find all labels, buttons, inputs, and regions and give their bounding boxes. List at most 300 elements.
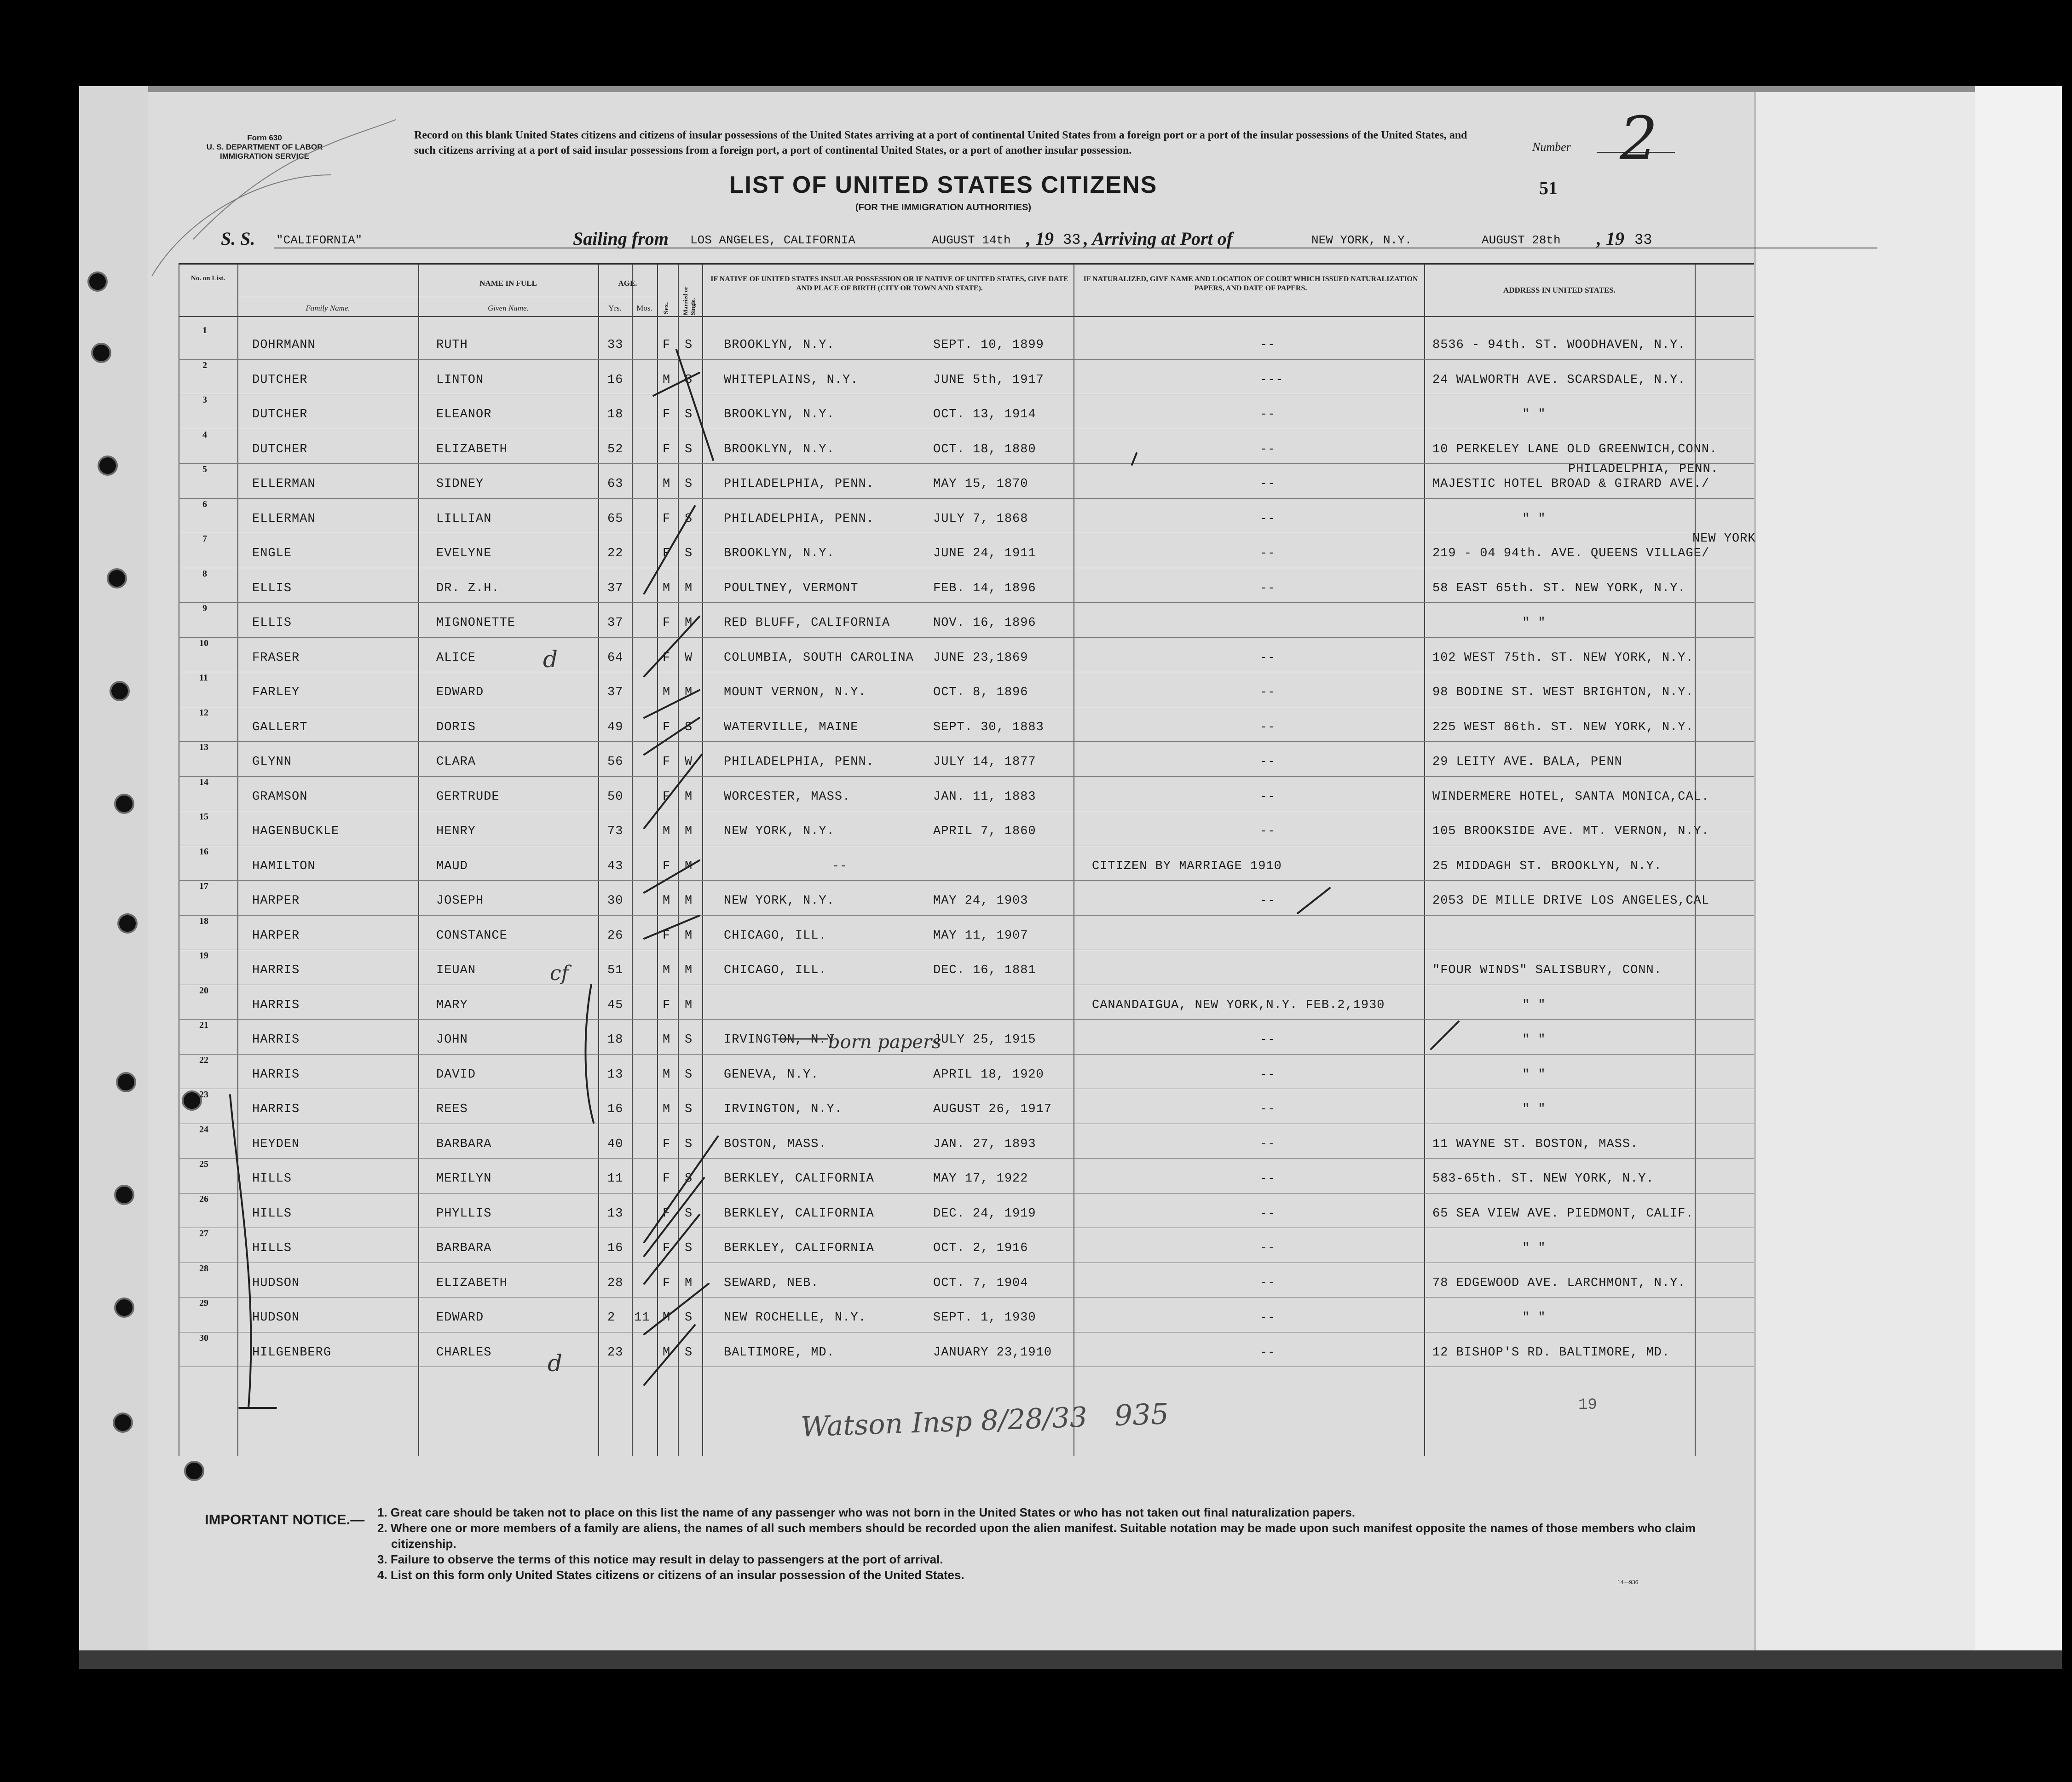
department-name: U. S. DEPARTMENT OF LABOR — [206, 143, 323, 151]
cell-nat: -- — [1260, 581, 1276, 595]
cell-given: CLARA — [436, 755, 476, 769]
cell-no: 2 — [202, 360, 207, 370]
cell-given: MERILYN — [436, 1172, 492, 1186]
cell-ms: S — [685, 1033, 693, 1047]
page-title: LIST OF UNITED STATES CITIZENS — [729, 172, 1158, 198]
cell-sex: F — [663, 1276, 671, 1290]
notice-item: 4. List on this form only United States citizens or citizens of an insular possession of the United States. — [377, 1568, 964, 1582]
cell-ms: M — [685, 894, 693, 908]
cell-place: BERKLEY, CALIFORNIA — [724, 1172, 874, 1186]
cell-addr: " " — [1522, 616, 1546, 630]
cell-family: DUTCHER — [252, 373, 308, 387]
cell-family: ENGLE — [252, 547, 292, 560]
cell-sex: M — [663, 1033, 671, 1047]
cell-place: BERKLEY, CALIFORNIA — [724, 1206, 874, 1221]
cell-given: DR. Z.H. — [436, 581, 500, 595]
cell-yrs: 40 — [607, 1137, 623, 1151]
cell-nat: -- — [1260, 1206, 1276, 1221]
cell-place: BERKLEY, CALIFORNIA — [724, 1241, 874, 1255]
col-header-address: ADDRESS IN UNITED STATES. — [1503, 286, 1616, 294]
cell-no: 16 — [199, 846, 208, 857]
cell-nat: -- — [1260, 1241, 1276, 1255]
cell-addr: 10 PERKELEY LANE OLD GREENWICH,CONN. — [1432, 442, 1718, 456]
cell-ms: M — [685, 963, 693, 977]
cell-nat: -- — [1260, 408, 1276, 421]
cell-place: BOSTON, MASS. — [724, 1137, 827, 1151]
cell-given: GERTRUDE — [436, 790, 500, 804]
cell-addr: " " — [1522, 512, 1546, 526]
cell-ms: M — [685, 1276, 693, 1290]
handwritten-annotation: cf — [550, 962, 569, 985]
form-number: Form 630 — [247, 133, 282, 142]
cell-place: PHILADELPHIA, PENN. — [724, 755, 874, 769]
cell-ms: S — [685, 373, 693, 387]
cell-addr: 25 MIDDAGH ST. BROOKLYN, N.Y. — [1432, 859, 1662, 873]
bracket-stroke — [1431, 1021, 1459, 1049]
cell-yrs: 11 — [607, 1172, 623, 1186]
cell-nat: -- — [1260, 1033, 1276, 1047]
cell-no: 13 — [199, 742, 208, 752]
cell-family: DOHRMANN — [252, 338, 316, 352]
handwritten-annotation: d — [548, 1350, 563, 1377]
cell-sex: F — [663, 755, 671, 769]
cell-sex: F — [663, 512, 671, 526]
cell-addr: 65 SEA VIEW AVE. PIEDMONT, CALIF. — [1432, 1206, 1694, 1221]
list-number: 2 — [1620, 104, 1658, 173]
cell-place: SEWARD, NEB. — [724, 1276, 819, 1290]
cell-yrs: 43 — [607, 859, 623, 873]
inspection-time: 935 — [1114, 1397, 1170, 1433]
cell-ms: S — [685, 720, 693, 734]
cell-nat: CITIZEN BY MARRIAGE 1910 — [1092, 859, 1282, 873]
cell-sex: F — [663, 616, 671, 630]
check-mark-stroke — [1132, 453, 1137, 465]
notice-item: 1. Great care should be taken not to place on this list the name of any passenger who was not born in the United States or who has not taken out final naturalization papers. — [377, 1505, 1356, 1519]
cell-sex: M — [663, 1345, 671, 1360]
cell-no: 10 — [199, 638, 208, 648]
arrival-port: NEW YORK, N.Y. — [1311, 233, 1412, 247]
cell-no: 11 — [199, 673, 208, 683]
inspector-note: Watson Insp 8/28/33 — [800, 1401, 1088, 1443]
notice-item: 3. Failure to observe the terms of this notice may result in delay to passengers at the port of arrival. — [377, 1552, 943, 1566]
cell-ms: S — [685, 547, 693, 560]
cell-sex: M — [663, 1102, 671, 1116]
cell-addr: 12 BISHOP'S RD. BALTIMORE, MD. — [1432, 1345, 1670, 1360]
cell-ms: S — [685, 1241, 693, 1255]
check-mark-stroke — [644, 1178, 704, 1256]
service-name: IMMIGRATION SERVICE — [220, 152, 309, 161]
cell-given: JOHN — [436, 1033, 468, 1047]
cell-addr-above: PHILADELPHIA, PENN. — [1568, 462, 1719, 476]
cell-yrs: 18 — [607, 408, 623, 421]
cell-addr: 8536 - 94th. ST. WOODHAVEN, N.Y. — [1432, 338, 1686, 352]
cell-yrs: 49 — [607, 720, 623, 734]
bracket-stroke — [230, 1095, 251, 1408]
cell-sex: F — [663, 1241, 671, 1255]
cell-ms: M — [685, 825, 693, 838]
notice-body — [377, 1505, 1712, 1583]
cell-sex: M — [663, 1067, 671, 1082]
cell-ms: M — [685, 790, 693, 804]
cell-yrs: 16 — [607, 1241, 623, 1255]
check-mark-stroke — [644, 1215, 699, 1284]
cell-place: POULTNEY, VERMONT — [724, 581, 859, 595]
cell-ms: S — [685, 1206, 693, 1221]
cell-addr: 225 WEST 86th. ST. NEW YORK, N.Y. — [1432, 720, 1694, 734]
cell-family: HARPER — [252, 928, 300, 943]
cell-ms: W — [685, 651, 693, 665]
cell-ms: S — [685, 1137, 693, 1151]
cell-nat: -- — [1260, 790, 1276, 804]
cell-date: MAY 15, 1870 — [933, 477, 1028, 491]
cell-place: RED BLUFF, CALIFORNIA — [724, 616, 890, 630]
cell-nat: -- — [1260, 512, 1276, 526]
cell-family: DUTCHER — [252, 408, 308, 421]
cell-sex: F — [663, 998, 671, 1012]
cell-sex: F — [663, 1137, 671, 1151]
cell-date: JAN. 27, 1893 — [933, 1137, 1036, 1151]
cell-no: 28 — [199, 1263, 208, 1274]
cell-family: DUTCHER — [252, 442, 308, 456]
cell-yrs: 37 — [607, 616, 623, 630]
cell-no: 22 — [199, 1055, 208, 1065]
cell-place: PHILADELPHIA, PENN. — [724, 512, 874, 526]
cell-addr: 58 EAST 65th. ST. NEW YORK, N.Y. — [1432, 581, 1686, 595]
cell-place: CHICAGO, ILL. — [724, 928, 827, 943]
check-mark-stroke — [676, 350, 713, 460]
cell-nat: -- — [1260, 1172, 1276, 1186]
cell-place: BROOKLYN, N.Y. — [724, 338, 835, 352]
cell-addr: 219 - 04 94th. AVE. QUEENS VILLAGE/ — [1432, 547, 1710, 560]
cell-addr: 29 LEITY AVE. BALA, PENN — [1432, 755, 1622, 769]
cell-sex: M — [663, 477, 671, 491]
cell-nat: -- — [1260, 1311, 1276, 1325]
cell-given: LILLIAN — [436, 512, 492, 526]
cell-family: HILLS — [252, 1206, 292, 1221]
departure-date: AUGUST 14th — [932, 233, 1011, 247]
cell-date: JUNE 23,1869 — [933, 651, 1028, 665]
cell-family: HUDSON — [252, 1276, 300, 1290]
cell-ms: W — [685, 755, 693, 769]
cell-addr: " " — [1522, 1033, 1546, 1047]
cell-nat: -- — [1260, 1067, 1276, 1082]
cell-given: DORIS — [436, 720, 476, 734]
cell-nat: -- — [1260, 720, 1276, 734]
cell-no: 19 — [199, 951, 208, 961]
cell-addr: 2053 DE MILLE DRIVE LOS ANGELES,CAL — [1432, 894, 1710, 908]
cell-date: FEB. 14, 1896 — [933, 581, 1036, 595]
cell-place: PHILADELPHIA, PENN. — [724, 477, 874, 491]
cell-addr: " " — [1522, 1102, 1546, 1116]
cell-nat: -- — [1260, 825, 1276, 838]
arrival-year: 33 — [1634, 231, 1652, 248]
check-mark-stroke — [644, 718, 699, 755]
cell-nat: -- — [1260, 1345, 1276, 1360]
check-mark-stroke — [644, 506, 695, 594]
check-mark-stroke — [644, 860, 699, 893]
cell-place: BROOKLYN, N.Y. — [724, 442, 835, 456]
cell-given: EDWARD — [436, 686, 484, 699]
cell-nat: -- — [1260, 338, 1276, 352]
cell-no: 3 — [202, 395, 207, 405]
number-label: Number — [1532, 140, 1571, 154]
cell-addr: 78 EDGEWOOD AVE. LARCHMONT, N.Y. — [1432, 1276, 1686, 1290]
cell-date: JUNE 5th, 1917 — [933, 373, 1044, 387]
cell-yrs: 18 — [607, 1033, 623, 1047]
col-header-mos: Mos. — [636, 304, 652, 312]
cell-date: MAY 24, 1903 — [933, 894, 1028, 908]
cell-date: OCT. 8, 1896 — [933, 686, 1028, 699]
col-header-sex: Sex. — [663, 302, 670, 314]
page-number: 51 — [1539, 178, 1558, 198]
cell-family: HARRIS — [252, 1033, 300, 1047]
cell-ms: M — [685, 928, 693, 943]
cell-date: AUGUST 26, 1917 — [933, 1102, 1052, 1116]
cell-family: FRASER — [252, 651, 300, 665]
cell-place: WHITEPLAINS, N.Y. — [724, 373, 859, 387]
cell-no: 5 — [202, 464, 207, 474]
cell-place: COLUMBIA, SOUTH CAROLINA — [724, 651, 914, 665]
cell-date: JULY 14, 1877 — [933, 755, 1036, 769]
cell-given: BARBARA — [436, 1241, 492, 1255]
record-instructions: Record on this blank United States citizens and citizens of insular possessions of the United States arriving at a port of continental United States from a foreign port or a port of the insular possessions of the United States, and such citizens arriving at a port of said insular possessions from a foreign port, a port of continental United States, or a port of another insular possession. — [414, 129, 1467, 156]
col-header-married: Married or Single. — [682, 286, 696, 315]
cell-family: HILLS — [252, 1172, 292, 1186]
cell-no: 15 — [199, 812, 208, 822]
cell-addr: WINDERMERE HOTEL, SANTA MONICA,CAL. — [1432, 790, 1710, 804]
cell-place: GENEVA, N.Y. — [724, 1067, 819, 1082]
cell-ms: M — [685, 998, 693, 1012]
cell-yrs: 56 — [607, 755, 623, 769]
cell-yrs: 63 — [607, 477, 623, 491]
cell-given: IEUAN — [436, 963, 476, 977]
check-mark-stroke — [644, 1136, 718, 1242]
cell-ms: M — [685, 859, 693, 873]
cell-no: 21 — [199, 1020, 208, 1030]
cell-given: EVELYNE — [436, 547, 492, 560]
cell-yrs: 52 — [607, 442, 623, 456]
cell-place: NEW YORK, N.Y. — [724, 894, 835, 908]
handwritten-annotation-row20: born papers — [828, 1032, 941, 1053]
departure-year: 33 — [1063, 231, 1081, 248]
cell-family: HILGENBERG — [252, 1345, 332, 1360]
cell-nat: -- — [1260, 755, 1276, 769]
col-header-naturalized: IF NATURALIZED, GIVE NAME AND LOCATION OF COURT WHICH ISSUED NATURALIZATION PAPERS, AND DATE OF PAPERS. — [1083, 275, 1418, 292]
cell-family: GALLERT — [252, 720, 308, 734]
cell-given: ELEANOR — [436, 408, 492, 421]
check-mark-stroke — [644, 1325, 695, 1385]
cell-place: IRVINGTON, N.Y. — [724, 1102, 843, 1116]
cell-nat: -- — [1260, 686, 1276, 699]
cell-sex: F — [663, 408, 671, 421]
cell-sex: F — [663, 720, 671, 734]
cell-yrs: 33 — [607, 338, 623, 352]
cell-addr: " " — [1522, 1067, 1546, 1082]
cell-given: DAVID — [436, 1067, 476, 1082]
cell-family: HARRIS — [252, 963, 300, 977]
cell-yrs: 64 — [607, 651, 623, 665]
cell-given: REES — [436, 1102, 468, 1116]
cell-given: MIGNONETTE — [436, 616, 516, 630]
cell-date: JULY 25, 1915 — [933, 1033, 1036, 1047]
col-header-family-name: Family Name. — [306, 304, 350, 312]
cell-family: HAMILTON — [252, 859, 316, 873]
cell-no: 27 — [199, 1228, 208, 1239]
cell-addr: " " — [1522, 1311, 1546, 1325]
col-header-birth: IF NATIVE OF UNITED STATES INSULAR POSSESSION OR IF NATIVE OF UNITED STATES, GIVE DATE AND PLACE OF BIRTH (CITY OR TOWN AND STATE). — [710, 275, 1068, 292]
cell-family: HAGENBUCKLE — [252, 825, 340, 838]
cell-family: HARRIS — [252, 998, 300, 1012]
cell-place: WATERVILLE, MAINE — [724, 720, 859, 734]
check-mark-stroke — [644, 916, 699, 939]
pencil-stroke — [152, 175, 331, 276]
cell-addr: " " — [1522, 998, 1546, 1012]
cell-ms: S — [685, 442, 693, 456]
bracket-stroke — [586, 985, 594, 1123]
cell-yrs: 13 — [607, 1067, 623, 1082]
cell-given: LINTON — [436, 373, 484, 387]
cell-addr: 102 WEST 75th. ST. NEW YORK, N.Y. — [1432, 651, 1694, 665]
cell-no: 29 — [199, 1298, 208, 1308]
cell-sex: F — [663, 790, 671, 804]
cell-given: ELIZABETH — [436, 442, 508, 456]
cell-nat: CANANDAIGUA, NEW YORK,N.Y. FEB.2,1930 — [1092, 998, 1385, 1012]
cell-family: HARRIS — [252, 1067, 300, 1082]
cell-yrs: 50 — [607, 790, 623, 804]
cell-yrs: 22 — [607, 547, 623, 560]
cell-no: 26 — [199, 1194, 208, 1204]
cell-given: CONSTANCE — [436, 928, 508, 943]
cell-sex: M — [663, 1311, 671, 1325]
arrival-date: AUGUST 28th — [1482, 233, 1561, 247]
cell-sex: M — [663, 373, 671, 387]
cell-sex: F — [663, 928, 671, 943]
cell-ms: S — [685, 477, 693, 491]
cell-family: HEYDEN — [252, 1137, 300, 1151]
cell-yrs: 37 — [607, 686, 623, 699]
cell-place: IRVINGTON, N.Y. — [724, 1033, 843, 1047]
cell-addr: 583-65th. ST. NEW YORK, N.Y. — [1432, 1172, 1654, 1186]
cell-yrs: 51 — [607, 963, 623, 977]
cell-family: ELLIS — [252, 616, 292, 630]
cell-date: DEC. 16, 1881 — [933, 963, 1036, 977]
ss-label: S. S. — [221, 228, 255, 249]
sailing-from-label: Sailing from — [573, 228, 669, 249]
cell-given: MARY — [436, 998, 468, 1012]
cell-date: JAN. 11, 1883 — [933, 790, 1036, 804]
cell-addr: 98 BODINE ST. WEST BRIGHTON, N.Y. — [1432, 686, 1694, 699]
cell-ms: S — [685, 408, 693, 421]
cell-place: NEW ROCHELLE, N.Y. — [724, 1311, 866, 1325]
cell-no: 4 — [202, 429, 207, 440]
cell-no: 1 — [202, 325, 207, 335]
cell-date: JANUARY 23,1910 — [933, 1345, 1052, 1360]
handwritten-annotation: d — [543, 646, 558, 673]
cell-sex: M — [663, 825, 671, 838]
cell-family: GLYNN — [252, 755, 292, 769]
cell-date: APRIL 18, 1920 — [933, 1067, 1044, 1082]
cell-date: NOV. 16, 1896 — [933, 616, 1036, 630]
cell-place: BALTIMORE, MD. — [724, 1345, 835, 1360]
cell-no: 14 — [199, 777, 208, 787]
cell-sex: F — [663, 651, 671, 665]
cell-family: FARLEY — [252, 686, 300, 699]
cell-nat: -- — [1260, 547, 1276, 560]
cell-given: PHYLLIS — [436, 1206, 492, 1221]
sheet-stamp: 19 — [1578, 1396, 1597, 1414]
notice-title: IMPORTANT NOTICE.— — [205, 1511, 365, 1528]
cell-no: 12 — [199, 707, 208, 718]
cell-place: NEW YORK, N.Y. — [724, 825, 835, 838]
check-mark-stroke — [644, 1284, 709, 1334]
ship-name: "CALIFORNIA" — [276, 233, 363, 247]
cell-nat: -- — [1260, 442, 1276, 456]
cell-date: OCT. 2, 1916 — [933, 1241, 1028, 1255]
cell-sex: F — [663, 547, 671, 560]
cell-no: 17 — [199, 881, 208, 891]
cell-nat: -- — [1260, 1102, 1276, 1116]
cell-yrs: 45 — [607, 998, 623, 1012]
arrival-year-prefix: , 19 — [1597, 228, 1624, 249]
cell-place: BROOKLYN, N.Y. — [724, 408, 835, 421]
cell-nat: -- — [1260, 477, 1276, 491]
cell-sex: M — [663, 686, 671, 699]
cell-addr: "FOUR WINDS" SALISBURY, CONN. — [1432, 963, 1662, 977]
cell-given: SIDNEY — [436, 477, 484, 491]
cell-yrs: 65 — [607, 512, 623, 526]
cell-sex: F — [663, 1172, 671, 1186]
cell-sex: M — [663, 581, 671, 595]
cell-date: APRIL 7, 1860 — [933, 825, 1036, 838]
col-header-yrs: Yrs. — [608, 304, 622, 312]
cell-given: RUTH — [436, 338, 468, 352]
cell-nat: --- — [1260, 373, 1284, 387]
cell-yrs: 26 — [607, 928, 623, 943]
cell-yrs: 37 — [607, 581, 623, 595]
cell-ms: S — [685, 1345, 693, 1360]
cell-place: CHICAGO, ILL. — [724, 963, 827, 977]
cell-yrs: 16 — [607, 373, 623, 387]
col-header-given-name: Given Name. — [488, 304, 529, 312]
cell-family: HILLS — [252, 1241, 292, 1255]
cell-family: HUDSON — [252, 1311, 300, 1325]
cell-addr: " " — [1522, 408, 1546, 421]
cell-date: JUNE 24, 1911 — [933, 547, 1036, 560]
cell-addr-above: NEW YORK — [1692, 532, 1756, 546]
pencil-stroke — [193, 120, 396, 239]
cell-ms: S — [685, 512, 693, 526]
arriving-label: , Arriving at Port of — [1084, 228, 1233, 249]
cell-no: 20 — [199, 985, 208, 996]
cell-given: ALICE — [436, 651, 476, 665]
cell-place: MOUNT VERNON, N.Y. — [724, 686, 866, 699]
cell-ms: M — [685, 686, 693, 699]
cell-addr: 105 BROOKSIDE AVE. MT. VERNON, N.Y. — [1432, 825, 1710, 838]
cell-date: DEC. 24, 1919 — [933, 1206, 1036, 1221]
cell-no: 6 — [202, 499, 207, 509]
departure-year-prefix: , 19 — [1026, 228, 1054, 249]
cell-ms: S — [685, 1102, 693, 1116]
page-subtitle: (FOR THE IMMIGRATION AUTHORITIES) — [855, 202, 1032, 213]
form-code: 14—936 — [1617, 1579, 1639, 1586]
cell-no: 7 — [202, 534, 207, 544]
cell-date: OCT. 13, 1914 — [933, 408, 1036, 421]
cell-yrs: 23 — [607, 1345, 623, 1360]
col-header-no: No. on List. — [190, 275, 225, 282]
check-mark-stroke — [653, 373, 699, 396]
cell-sex: F — [663, 442, 671, 456]
cell-sex: F — [663, 338, 671, 352]
